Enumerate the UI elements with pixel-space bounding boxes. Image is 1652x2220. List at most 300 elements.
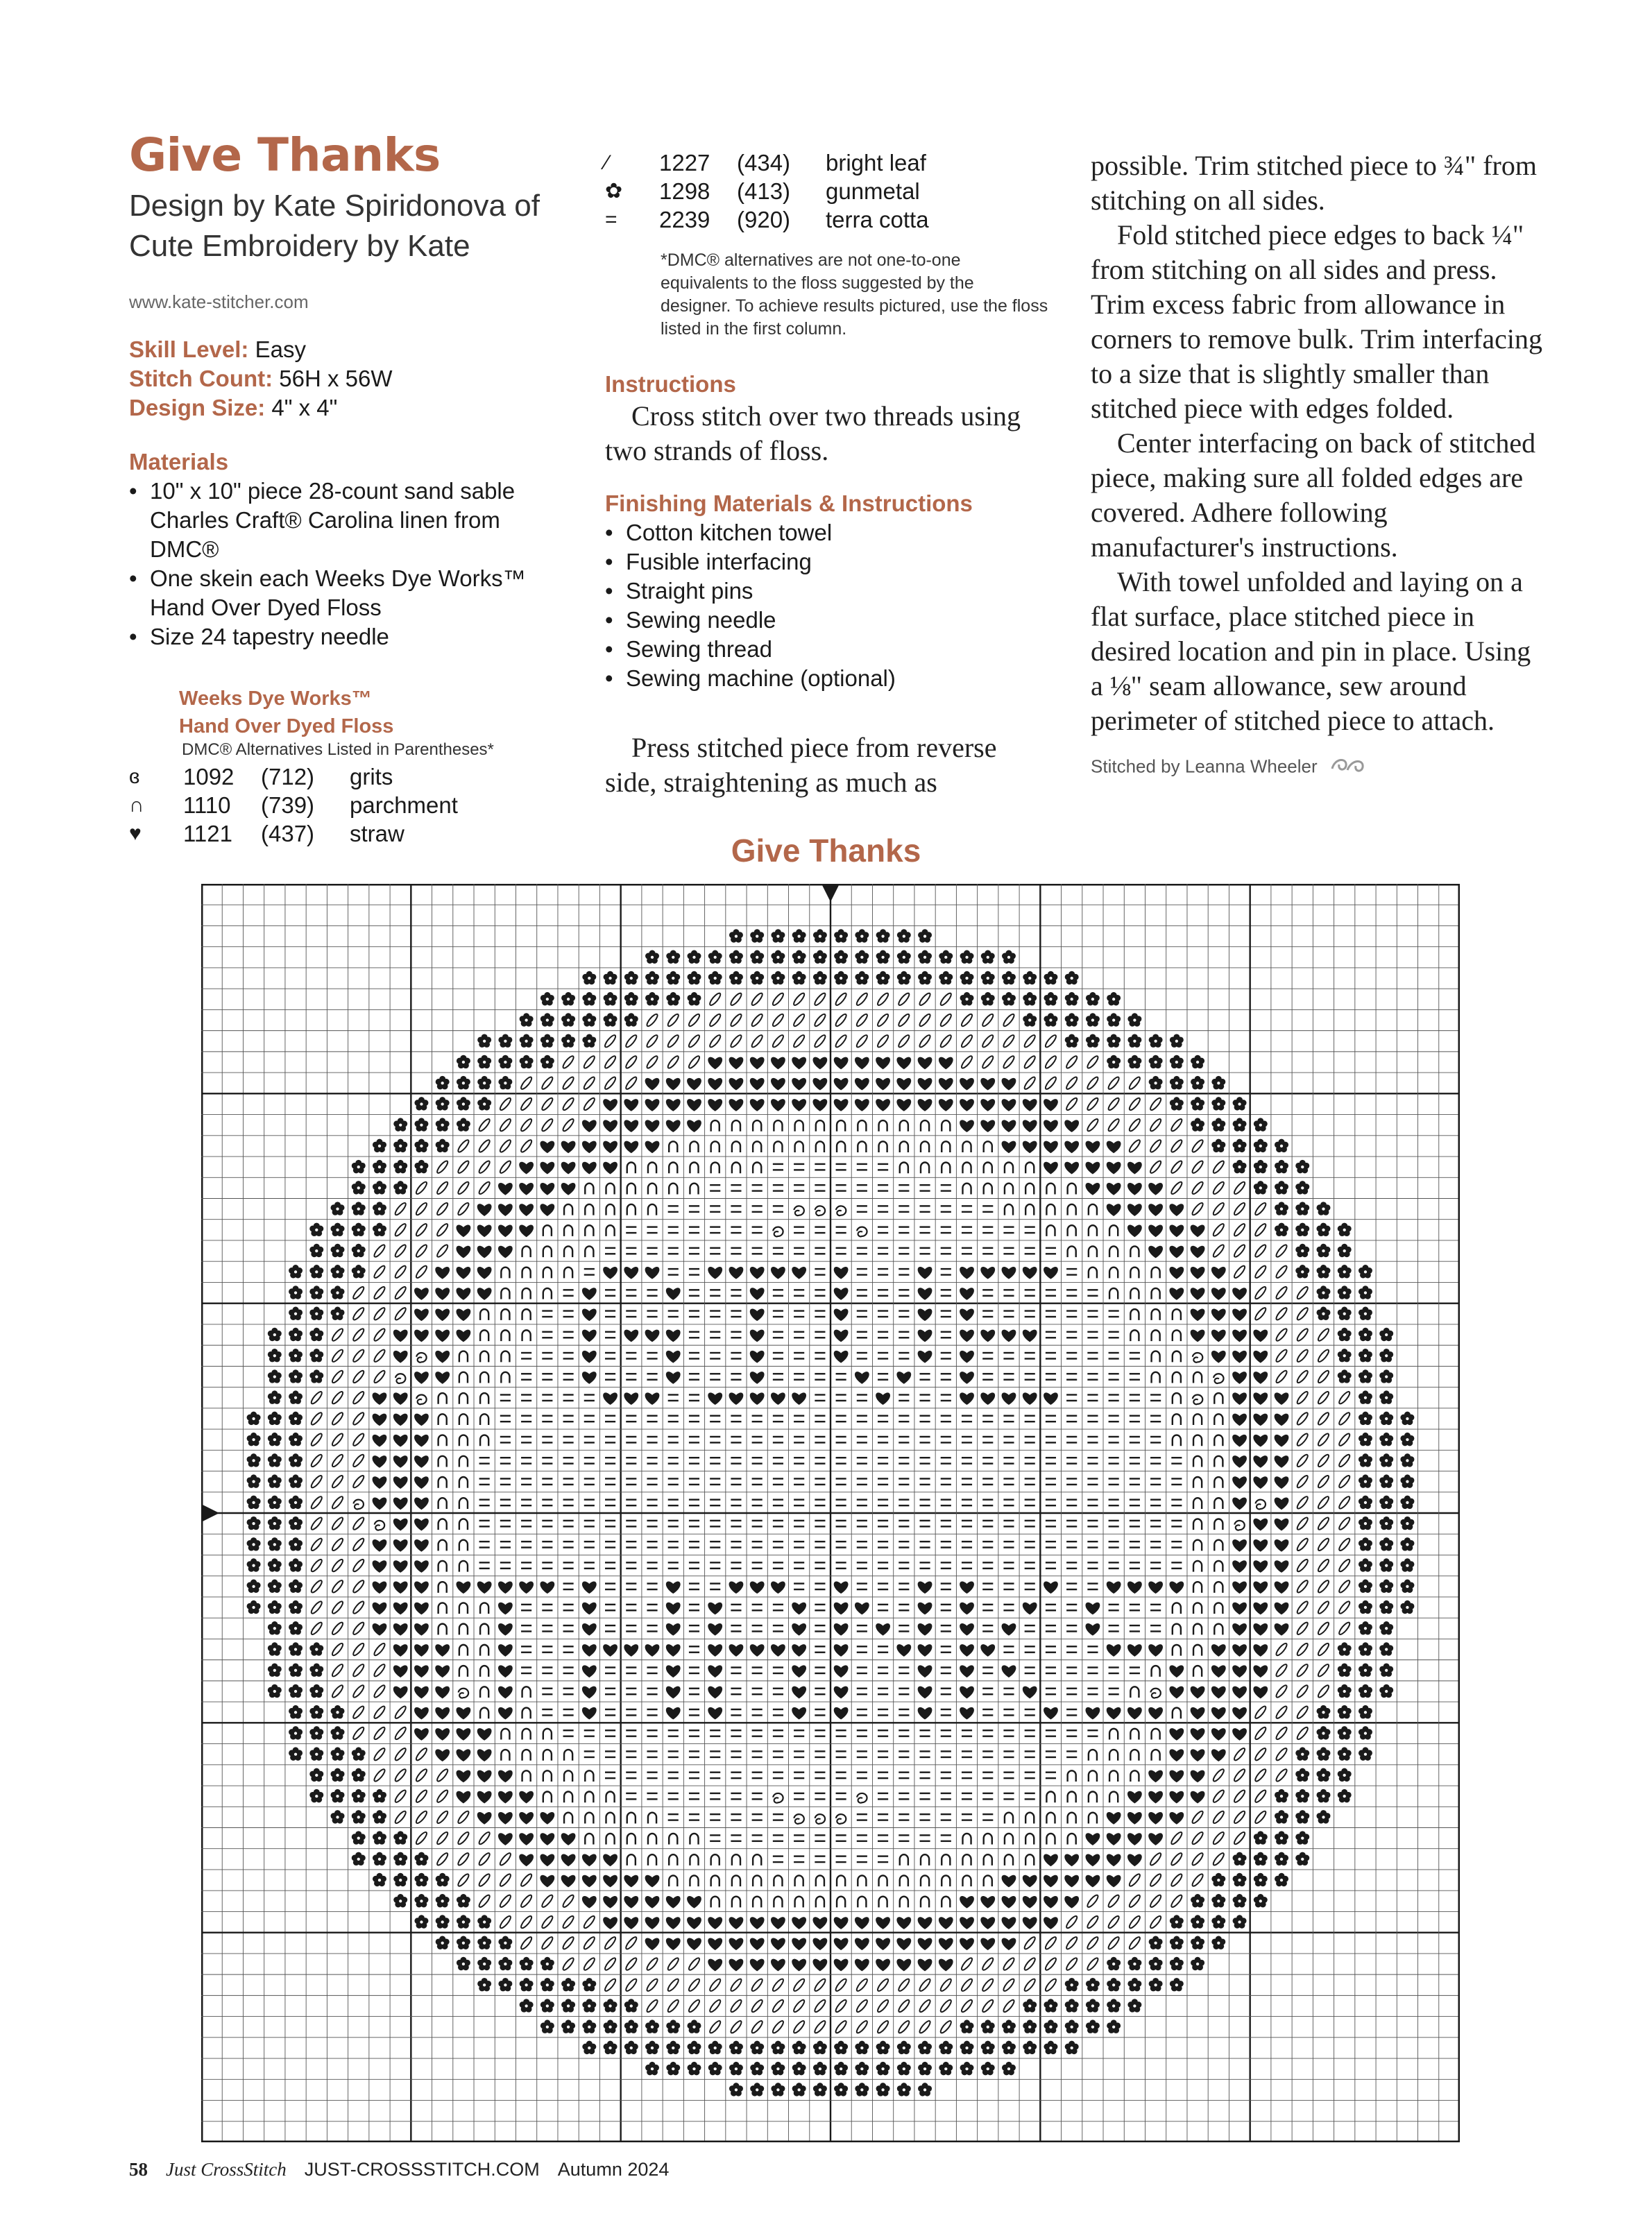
- flower-icon: [457, 1076, 470, 1089]
- equals-icon: [941, 1793, 951, 1799]
- arch-icon: [1193, 1624, 1202, 1635]
- equals-icon: [521, 1668, 531, 1673]
- flower-icon: [1400, 1496, 1414, 1509]
- equals-icon: [731, 1290, 741, 1295]
- slash-icon: [750, 1978, 764, 1992]
- heart-icon: [582, 1665, 597, 1677]
- equals-icon: [710, 1332, 720, 1338]
- flower-icon: [582, 971, 596, 984]
- flower-icon: [1002, 2041, 1016, 2054]
- heart-icon: [373, 1414, 387, 1426]
- heart-icon: [896, 1099, 911, 1111]
- slash-icon: [1065, 1936, 1079, 1950]
- equals-icon: [521, 1605, 531, 1610]
- equals-icon: [857, 1668, 867, 1673]
- flower-icon: [1295, 1852, 1309, 1865]
- flower-icon: [477, 1957, 491, 1970]
- floss-number: 1110: [183, 792, 231, 818]
- arch-icon: [459, 1540, 468, 1551]
- equals-icon: [815, 1248, 825, 1254]
- heart-icon: [896, 1938, 911, 1950]
- slash-icon: [939, 1034, 953, 1048]
- swirl-icon: [459, 1689, 468, 1698]
- flower-icon: [477, 1915, 491, 1928]
- flower-icon: [666, 971, 680, 984]
- flower-icon: [1002, 2020, 1016, 2033]
- equals-icon: [815, 1416, 825, 1421]
- heart-icon: [750, 1308, 765, 1321]
- flower-icon: [289, 1369, 303, 1383]
- equals-icon: [1066, 1542, 1077, 1547]
- equals-icon: [731, 1458, 741, 1463]
- flower-icon: [247, 1474, 261, 1487]
- flower-icon: [1127, 1013, 1141, 1026]
- floss-name: parchment: [350, 792, 458, 818]
- slash-icon: [1254, 1286, 1268, 1300]
- swirl-icon: [773, 1793, 783, 1803]
- heart-icon: [1191, 1749, 1205, 1761]
- equals-icon: [500, 1416, 511, 1421]
- slash-icon: [918, 1013, 932, 1027]
- equals-icon: [1171, 1478, 1182, 1484]
- flower-icon: [289, 1580, 303, 1593]
- arch-icon: [1193, 1645, 1202, 1656]
- byline-line-2: Cute Embroidery by Kate: [129, 229, 470, 263]
- equals-icon: [794, 1311, 804, 1317]
- heart-icon: [792, 1603, 806, 1615]
- slash-icon: [352, 1516, 366, 1530]
- equals-icon: [710, 1835, 720, 1841]
- slash-icon: [561, 1118, 575, 1132]
- heart-icon: [393, 1455, 408, 1468]
- equals-icon: [1003, 1437, 1014, 1442]
- flower-icon: [645, 2020, 659, 2033]
- slash-icon: [1338, 1474, 1352, 1489]
- flower-icon: [352, 1852, 366, 1865]
- heart-icon: [1169, 1812, 1184, 1825]
- equals-icon: [962, 1227, 972, 1233]
- heart-icon: [540, 1183, 554, 1195]
- flower-icon: [1023, 1999, 1037, 2012]
- flower-icon: [1316, 1789, 1330, 1802]
- flower-icon: [792, 2083, 806, 2096]
- heart-icon: [729, 1938, 744, 1950]
- slash-icon: [352, 1537, 366, 1552]
- equals-icon: [1087, 1374, 1098, 1379]
- flower-icon: [331, 1286, 345, 1299]
- arch-icon: [648, 1204, 656, 1215]
- heart-icon: [1169, 1749, 1184, 1761]
- floss-row: [129, 762, 458, 791]
- slash-icon: [1149, 1138, 1163, 1153]
- arch-icon: [522, 1729, 531, 1740]
- slash-icon: [1317, 1369, 1331, 1384]
- equals-icon: [773, 1248, 783, 1254]
- equals-icon: [647, 1311, 657, 1317]
- slash-icon: [1317, 1433, 1331, 1447]
- slash-icon: [1107, 1097, 1121, 1111]
- arch-icon: [459, 1603, 468, 1614]
- slash-icon: [393, 1768, 407, 1782]
- equals-icon: [878, 1269, 888, 1274]
- slash-icon: [960, 1956, 974, 1971]
- equals-icon: [689, 1227, 699, 1233]
- flower-icon: [1295, 1747, 1309, 1760]
- equals-icon: [710, 1227, 720, 1233]
- slash-icon: [415, 1831, 429, 1845]
- magazine-site: JUST-CROSSSTITCH.COM: [304, 2159, 540, 2180]
- equals-icon: [857, 1458, 867, 1463]
- equals-icon: [836, 1164, 846, 1170]
- heart-icon: [960, 1099, 974, 1111]
- cross-stitch-chart: [201, 884, 1460, 2142]
- heart-icon: [834, 1330, 849, 1342]
- heart-icon: [1044, 1162, 1058, 1175]
- heart-icon: [498, 1603, 513, 1615]
- flower-icon: [1044, 2020, 1057, 2033]
- arch-icon: [962, 1834, 971, 1845]
- flower-icon: [645, 2041, 659, 2054]
- slash-icon: [393, 1810, 407, 1825]
- equals-icon: [710, 1311, 720, 1317]
- heart-icon: [373, 1435, 387, 1447]
- arch-icon: [711, 1854, 719, 1865]
- heart-icon: [1002, 1875, 1016, 1888]
- flower-icon: [1233, 1852, 1247, 1865]
- flower-icon: [309, 1349, 323, 1362]
- equals-icon: [962, 1416, 972, 1421]
- equals-icon: [689, 1814, 699, 1820]
- heart-icon: [477, 1770, 492, 1783]
- heart-icon: [1064, 1875, 1079, 1888]
- heart-icon: [1064, 1141, 1079, 1154]
- slash-icon: [1275, 1684, 1288, 1698]
- equals-icon: [1066, 1625, 1077, 1631]
- flower-icon: [582, 1034, 596, 1047]
- equals-icon: [668, 1478, 679, 1484]
- equals-icon: [1046, 1458, 1056, 1463]
- equals-icon: [982, 1478, 993, 1484]
- equals-icon: [1130, 1605, 1140, 1610]
- equals-icon: [626, 1709, 636, 1715]
- flower-icon: [289, 1349, 303, 1362]
- flower-icon: [331, 1705, 345, 1718]
- slash-icon: [1338, 1600, 1352, 1614]
- slash-icon: [1128, 1894, 1142, 1909]
- floss-number: 1092: [183, 764, 235, 789]
- heart-icon: [980, 1267, 995, 1279]
- heart-icon: [1253, 1665, 1268, 1677]
- slash-icon: [792, 1999, 806, 2013]
- equals-icon: [878, 1478, 888, 1484]
- arch-icon: [900, 1875, 908, 1886]
- issue-label: Autumn 2024: [557, 2159, 670, 2180]
- heart-icon: [708, 1623, 722, 1636]
- slash-icon: [1023, 1054, 1037, 1069]
- flower-icon: [1107, 2020, 1121, 2033]
- designer-website: www.kate-stitcher.com: [129, 291, 309, 312]
- heart-icon: [477, 1204, 492, 1216]
- flower-icon: [477, 1055, 491, 1068]
- arch-icon: [1173, 1351, 1181, 1363]
- slash-icon: [1275, 1642, 1288, 1657]
- equals-icon: [752, 1248, 763, 1254]
- floss-name: bright leaf: [826, 150, 926, 176]
- heart-icon: [708, 1917, 722, 1929]
- flower-icon: [331, 1768, 345, 1782]
- arch-icon: [1193, 1603, 1202, 1614]
- flower-icon: [309, 1747, 323, 1760]
- slash-icon: [624, 1956, 638, 1971]
- heart-icon: [645, 1896, 660, 1909]
- slash-icon: [436, 1181, 450, 1195]
- slash-icon: [310, 1516, 324, 1530]
- slash-icon: [897, 2020, 911, 2034]
- heart-icon: [414, 1308, 429, 1321]
- slash-icon: [960, 1034, 974, 1048]
- flower-icon: [1379, 1663, 1393, 1676]
- arch-icon: [438, 1414, 447, 1425]
- heart-icon: [750, 1392, 765, 1405]
- slash-icon: [393, 1265, 407, 1279]
- equals-icon: [752, 1709, 763, 1715]
- slash-icon: [310, 1474, 324, 1489]
- slash-icon: [1086, 1936, 1100, 1950]
- slash-icon: [729, 992, 743, 1007]
- arch-icon: [501, 1309, 509, 1320]
- heart-icon: [1253, 1603, 1268, 1615]
- heart-icon: [435, 1372, 450, 1384]
- equals-icon: [731, 1521, 741, 1526]
- heart-icon: [1253, 1644, 1268, 1657]
- heart-icon: [855, 1372, 869, 1384]
- equals-icon: [899, 1709, 909, 1715]
- heart-icon: [582, 1288, 597, 1300]
- heart-icon: [1023, 1896, 1037, 1909]
- equals-icon: [689, 1206, 699, 1211]
- arch-icon: [1214, 1582, 1223, 1593]
- slash-icon: [1317, 1390, 1331, 1405]
- slash-icon: [834, 1978, 848, 1992]
- heart-icon: [666, 1623, 681, 1636]
- flower-icon: [1233, 1873, 1247, 1886]
- equals-icon: [1025, 1709, 1035, 1715]
- arch-icon: [522, 1708, 531, 1719]
- slash-icon: [1295, 1726, 1309, 1741]
- floss-dmc: (920): [737, 207, 791, 232]
- bright-leaf-slash-icon: ⁄: [605, 151, 609, 174]
- slash-icon: [499, 1894, 513, 1909]
- equals-icon: [1087, 1353, 1098, 1358]
- arch-icon: [1109, 1288, 1118, 1299]
- equals-icon: [647, 1416, 657, 1421]
- slash-icon: [624, 1034, 638, 1048]
- heart-icon: [414, 1644, 429, 1657]
- heart-icon: [960, 1267, 974, 1279]
- equals-icon: [1109, 1311, 1119, 1317]
- equals-icon: [794, 1374, 804, 1379]
- heart-icon: [1191, 1770, 1205, 1783]
- swirl-icon: [815, 1206, 825, 1215]
- heart-icon: [393, 1519, 408, 1531]
- flower-icon: [352, 1747, 366, 1760]
- heart-icon: [1191, 1267, 1205, 1279]
- slash-icon: [1295, 1433, 1309, 1447]
- finishing-paragraph-1: Press stitched piece from reverse side, straightening as much as: [605, 732, 997, 798]
- flower-icon: [1338, 1286, 1352, 1299]
- arch-icon: [1193, 1456, 1202, 1467]
- equals-icon: [919, 1814, 930, 1820]
- equals-icon: [731, 1835, 741, 1841]
- equals-icon: [521, 1542, 531, 1547]
- flower-icon: [750, 971, 764, 984]
- heart-icon: [750, 1917, 765, 1929]
- flower-icon: [1233, 1160, 1247, 1173]
- flower-icon: [520, 1055, 534, 1068]
- equals-icon: [500, 1542, 511, 1547]
- heart-icon: [1211, 1707, 1226, 1720]
- equals-icon: [1003, 1584, 1014, 1589]
- heart-icon: [414, 1665, 429, 1677]
- flower-icon: [1149, 1034, 1163, 1047]
- equals-icon: [752, 1793, 763, 1799]
- slash-icon: [1212, 1768, 1226, 1782]
- flower-icon: [1359, 1726, 1372, 1739]
- slash-icon: [1128, 1118, 1142, 1132]
- heart-icon: [1169, 1687, 1184, 1699]
- equals-icon: [941, 1646, 951, 1652]
- flower-icon: [624, 2020, 638, 2033]
- equals-icon: [815, 1311, 825, 1317]
- heart-icon: [373, 1498, 387, 1510]
- heart-icon: [750, 1057, 765, 1070]
- arch-icon: [690, 1184, 698, 1195]
- heart-icon: [1232, 1539, 1247, 1552]
- slash-icon: [415, 1243, 429, 1258]
- flower-icon: [289, 1663, 303, 1676]
- arch-icon: [480, 1414, 488, 1425]
- slash-icon: [457, 1852, 470, 1866]
- slash-icon: [1128, 1915, 1142, 1929]
- heart-icon: [373, 1603, 387, 1615]
- slash-icon: [1317, 1349, 1331, 1363]
- equals-icon: [1066, 1416, 1077, 1421]
- equals-icon: [626, 1248, 636, 1254]
- heart-icon: [729, 1099, 744, 1111]
- equals-icon: [815, 1542, 825, 1547]
- equals-icon: [899, 1248, 909, 1254]
- equals-icon: [982, 1668, 993, 1673]
- heart-icon: [498, 1687, 513, 1699]
- flower-icon: [897, 2083, 911, 2096]
- equals-icon: [899, 1206, 909, 1211]
- arch-icon: [564, 1813, 572, 1824]
- slash-icon: [1338, 1621, 1352, 1636]
- equals-icon: [626, 1689, 636, 1694]
- slash-icon: [1128, 1872, 1142, 1887]
- heart-icon: [435, 1707, 450, 1720]
- arch-icon: [1068, 1770, 1076, 1782]
- slash-icon: [1044, 1936, 1058, 1950]
- equals-icon: [626, 1374, 636, 1379]
- heart-icon: [1044, 1854, 1058, 1867]
- flower-icon: [289, 1286, 303, 1299]
- equals-icon: [1066, 1605, 1077, 1610]
- slash-icon: [813, 992, 827, 1007]
- floss-row: [129, 791, 458, 819]
- heart-icon: [708, 1959, 722, 1972]
- arch-icon: [1089, 1750, 1097, 1761]
- flower-icon: [1379, 1369, 1393, 1383]
- heart-icon: [561, 1141, 576, 1154]
- flower-icon: [1359, 1517, 1372, 1530]
- flower-icon: [960, 950, 974, 964]
- equals-icon: [542, 1416, 552, 1421]
- heart-icon: [373, 1623, 387, 1636]
- heart-icon: [603, 1162, 618, 1175]
- heart-icon: [1253, 1372, 1268, 1384]
- flower-icon: [939, 950, 953, 964]
- equals-icon: [500, 1500, 511, 1505]
- equals-icon: [710, 1248, 720, 1254]
- arch-icon: [585, 1834, 593, 1845]
- heart-icon: [414, 1372, 429, 1384]
- equals-icon: [794, 1751, 804, 1757]
- heart-icon: [1275, 1519, 1289, 1531]
- slash-icon: [1212, 1852, 1226, 1866]
- heart-icon: [1002, 1896, 1016, 1909]
- equals-icon: [752, 1185, 763, 1190]
- flower-icon: [1400, 1453, 1414, 1467]
- flower-icon: [1065, 1013, 1079, 1026]
- flower-icon: [268, 1642, 282, 1655]
- floss-name: grits: [350, 764, 393, 789]
- equals-icon: [668, 1793, 679, 1799]
- heart-icon: [582, 1372, 597, 1384]
- equals-icon: [815, 1835, 825, 1841]
- flower-icon: [289, 1412, 303, 1425]
- arch-icon: [711, 1897, 719, 1908]
- arch-icon: [1109, 1792, 1118, 1803]
- equals-icon: [689, 1500, 699, 1505]
- flower-icon: [855, 2041, 869, 2054]
- slash-icon: [666, 1999, 680, 2013]
- equals-icon: [689, 1730, 699, 1736]
- flower-icon: [1065, 1999, 1079, 2012]
- heart-icon: [729, 1057, 744, 1070]
- equals-icon: [542, 1562, 552, 1568]
- slash-icon: [583, 1956, 597, 1971]
- heart-icon: [603, 1120, 618, 1132]
- flower-icon: [247, 1537, 261, 1551]
- equals-icon: [626, 1730, 636, 1736]
- flower-icon: [666, 2020, 680, 2033]
- flower-icon: [1359, 1537, 1372, 1551]
- arch-icon: [1152, 1309, 1160, 1320]
- flower-icon: [268, 1390, 282, 1403]
- grits-symbol-icon: ɞ: [129, 765, 140, 788]
- equals-icon: [899, 1542, 909, 1547]
- equals-icon: [878, 1773, 888, 1778]
- equals-icon: [689, 1478, 699, 1484]
- heart-icon: [1191, 1687, 1205, 1699]
- flower-icon: [582, 992, 596, 1005]
- heart-icon: [414, 1330, 429, 1342]
- arch-icon: [459, 1393, 468, 1404]
- flower-icon: [604, 2020, 618, 2033]
- slash-icon: [352, 1726, 366, 1741]
- flower-icon: [309, 1265, 323, 1278]
